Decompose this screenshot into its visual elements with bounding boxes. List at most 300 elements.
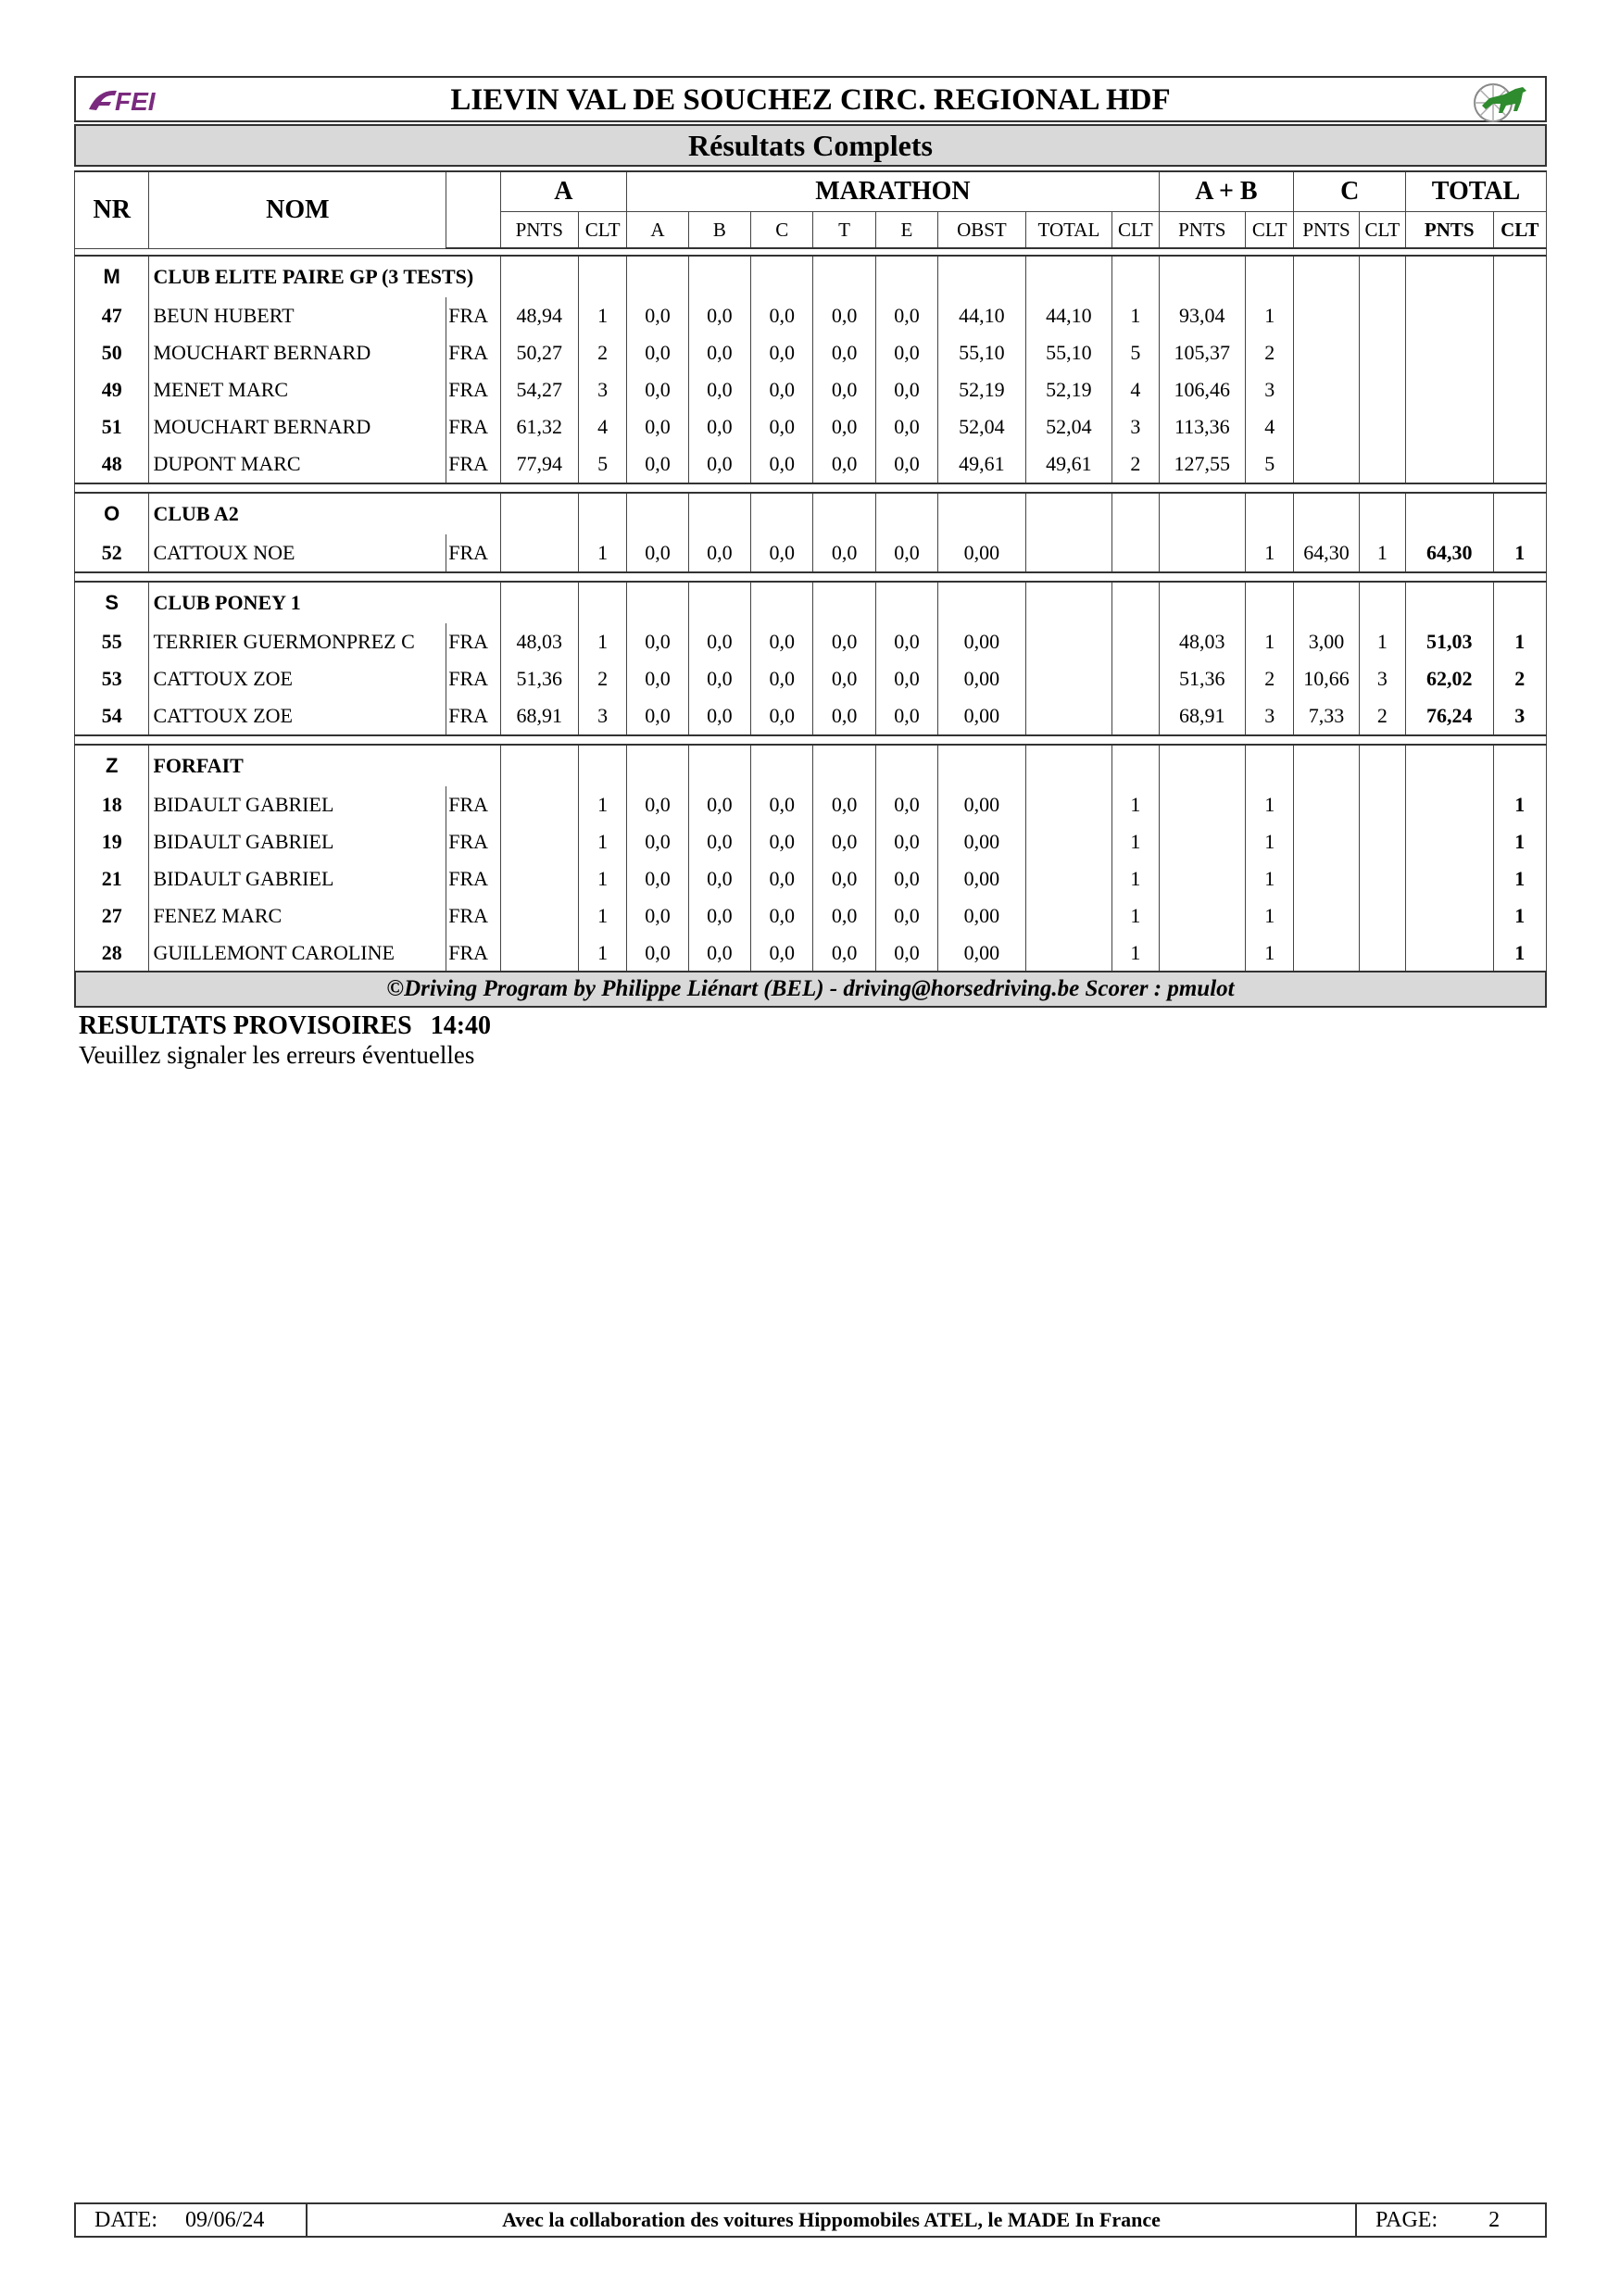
cell-m-a: 0,0 xyxy=(627,445,688,483)
cell-m-e: 0,0 xyxy=(875,445,937,483)
cell-m-a: 0,0 xyxy=(627,334,688,371)
cell-m-obst: 0,00 xyxy=(938,786,1026,823)
category-empty-cell xyxy=(500,582,578,623)
cell-m-obst: 52,19 xyxy=(938,371,1026,408)
col-header-ab-pnts: PNTS xyxy=(1159,212,1246,249)
cell-m-a: 0,0 xyxy=(627,823,688,860)
cell-m-e: 0,0 xyxy=(875,334,937,371)
cell-a-clt: 1 xyxy=(579,297,627,334)
cell-ab-clt: 1 xyxy=(1246,786,1294,823)
cell-a-pnts: 50,27 xyxy=(500,334,578,371)
cell-nr: 18 xyxy=(75,786,149,823)
cell-total-pnts xyxy=(1406,786,1494,823)
category-empty-cell xyxy=(579,256,627,297)
category-empty-cell xyxy=(751,745,813,786)
cell-total-pnts xyxy=(1406,334,1494,371)
cell-m-clt xyxy=(1112,534,1159,572)
category-empty-cell xyxy=(1493,256,1546,297)
result-row xyxy=(75,297,1547,334)
category-empty-cell xyxy=(1359,582,1405,623)
cell-nr: 49 xyxy=(75,371,149,408)
cell-m-t: 0,0 xyxy=(813,334,875,371)
result-row xyxy=(75,534,1547,572)
cell-m-a: 0,0 xyxy=(627,860,688,897)
report-subtitle: Résultats Complets xyxy=(74,124,1547,167)
cell-m-b: 0,0 xyxy=(688,334,750,371)
cell-total-pnts xyxy=(1406,445,1494,483)
cell-nation: FRA xyxy=(446,697,500,735)
category-empty-cell xyxy=(1112,256,1159,297)
cell-c-pnts: 64,30 xyxy=(1294,534,1359,572)
cell-nation: FRA xyxy=(446,623,500,660)
result-row xyxy=(75,660,1547,697)
col-header-m-t: T xyxy=(813,212,875,249)
cell-nr: 55 xyxy=(75,623,149,660)
category-empty-cell xyxy=(579,493,627,534)
cell-m-clt: 3 xyxy=(1112,408,1159,445)
cell-m-clt xyxy=(1112,623,1159,660)
cell-m-a: 0,0 xyxy=(627,697,688,735)
cell-ab-pnts: 48,03 xyxy=(1159,623,1246,660)
cell-ab-clt: 4 xyxy=(1246,408,1294,445)
cell-ab-pnts: 127,55 xyxy=(1159,445,1246,483)
col-header-m-c: C xyxy=(751,212,813,249)
cell-total-clt: 1 xyxy=(1493,623,1546,660)
category-empty-cell xyxy=(688,582,750,623)
horse-carriage-logo xyxy=(1469,78,1534,124)
cell-nom: BEUN HUBERT xyxy=(149,297,446,334)
footer-page-number: 2 xyxy=(1488,2208,1501,2232)
cell-m-obst: 0,00 xyxy=(938,860,1026,897)
cell-m-t: 0,0 xyxy=(813,445,875,483)
cell-total-pnts xyxy=(1406,935,1494,972)
col-header-m-obst: OBST xyxy=(938,212,1026,249)
cell-m-total xyxy=(1025,823,1112,860)
cell-ab-clt: 2 xyxy=(1246,334,1294,371)
report-header xyxy=(74,76,1547,122)
cell-ab-pnts: 68,91 xyxy=(1159,697,1246,735)
cell-a-pnts: 54,27 xyxy=(500,371,578,408)
col-header-c-pnts: PNTS xyxy=(1294,212,1359,249)
cell-m-a: 0,0 xyxy=(627,935,688,972)
category-empty-cell xyxy=(1246,582,1294,623)
cell-total-clt: 1 xyxy=(1493,823,1546,860)
col-header-total-pnts: PNTS xyxy=(1406,212,1494,249)
cell-m-e: 0,0 xyxy=(875,534,937,572)
cell-m-t: 0,0 xyxy=(813,786,875,823)
cell-total-clt xyxy=(1493,371,1546,408)
cell-m-c: 0,0 xyxy=(751,935,813,972)
category-empty-cell xyxy=(1359,493,1405,534)
cell-ab-clt: 1 xyxy=(1246,534,1294,572)
cell-c-pnts xyxy=(1294,860,1359,897)
category-empty-cell xyxy=(1406,582,1494,623)
cell-m-a: 0,0 xyxy=(627,623,688,660)
provisional-note: Veuillez signaler les erreurs éventuelles xyxy=(79,1041,475,1069)
cell-nr: 21 xyxy=(75,860,149,897)
cell-m-a: 0,0 xyxy=(627,786,688,823)
cell-nom: BIDAULT GABRIEL xyxy=(149,823,446,860)
category-empty-cell xyxy=(627,582,688,623)
category-code: M xyxy=(75,256,149,297)
col-header-a-clt: CLT xyxy=(579,212,627,249)
cell-m-e: 0,0 xyxy=(875,408,937,445)
cell-m-total xyxy=(1025,534,1112,572)
cell-c-clt xyxy=(1359,860,1405,897)
provisional-status xyxy=(79,1011,491,1041)
footer-sponsor: Avec la collaboration des voitures Hippomobiles ATEL, le MADE In France xyxy=(502,2208,1161,2231)
cell-total-clt: 2 xyxy=(1493,660,1546,697)
cell-a-pnts xyxy=(500,897,578,935)
cell-m-total xyxy=(1025,697,1112,735)
category-empty-cell xyxy=(1359,256,1405,297)
category-empty-cell xyxy=(1294,582,1359,623)
cell-m-c: 0,0 xyxy=(751,408,813,445)
col-header-nr: NR xyxy=(75,171,149,248)
cell-total-pnts: 64,30 xyxy=(1406,534,1494,572)
category-empty-cell xyxy=(938,582,1026,623)
cell-a-clt: 1 xyxy=(579,897,627,935)
cell-m-t: 0,0 xyxy=(813,660,875,697)
cell-a-clt: 1 xyxy=(579,860,627,897)
category-empty-cell xyxy=(938,493,1026,534)
cell-ab-pnts xyxy=(1159,534,1246,572)
category-empty-cell xyxy=(1294,493,1359,534)
cell-total-clt xyxy=(1493,297,1546,334)
cell-ab-clt: 3 xyxy=(1246,371,1294,408)
cell-m-clt: 1 xyxy=(1112,297,1159,334)
cell-a-pnts xyxy=(500,935,578,972)
cell-total-pnts: 51,03 xyxy=(1406,623,1494,660)
cell-m-total xyxy=(1025,786,1112,823)
category-row xyxy=(75,745,1547,786)
footer-date-value: 09/06/24 xyxy=(185,2208,265,2232)
cell-m-e: 0,0 xyxy=(875,935,937,972)
cell-c-pnts xyxy=(1294,897,1359,935)
cell-ab-clt: 1 xyxy=(1246,897,1294,935)
cell-m-clt: 1 xyxy=(1112,935,1159,972)
cell-m-c: 0,0 xyxy=(751,860,813,897)
cell-nom: MOUCHART BERNARD xyxy=(149,408,446,445)
category-name: CLUB A2 xyxy=(149,493,500,534)
category-empty-cell xyxy=(500,745,578,786)
category-empty-cell xyxy=(813,256,875,297)
cell-m-b: 0,0 xyxy=(688,408,750,445)
cell-total-pnts xyxy=(1406,408,1494,445)
cell-a-clt: 5 xyxy=(579,445,627,483)
cell-nom: MOUCHART BERNARD xyxy=(149,334,446,371)
cell-m-clt xyxy=(1112,660,1159,697)
cell-nom: TERRIER GUERMONPREZ C xyxy=(149,623,446,660)
result-row xyxy=(75,935,1547,972)
cell-m-t: 0,0 xyxy=(813,860,875,897)
category-empty-cell xyxy=(627,256,688,297)
cell-nom: CATTOUX ZOE xyxy=(149,697,446,735)
cell-m-c: 0,0 xyxy=(751,897,813,935)
cell-nom: CATTOUX ZOE xyxy=(149,660,446,697)
header-row-groups xyxy=(75,171,1547,212)
cell-total-pnts xyxy=(1406,371,1494,408)
cell-c-clt xyxy=(1359,408,1405,445)
cell-nom: CATTOUX NOE xyxy=(149,534,446,572)
cell-c-pnts xyxy=(1294,297,1359,334)
col-group-total: TOTAL xyxy=(1406,171,1547,212)
cell-m-e: 0,0 xyxy=(875,786,937,823)
cell-ab-pnts xyxy=(1159,860,1246,897)
cell-ab-clt: 1 xyxy=(1246,935,1294,972)
category-empty-cell xyxy=(1159,745,1246,786)
cell-nom: BIDAULT GABRIEL xyxy=(149,860,446,897)
category-empty-cell xyxy=(1159,493,1246,534)
cell-c-pnts xyxy=(1294,334,1359,371)
cell-m-obst: 0,00 xyxy=(938,697,1026,735)
cell-m-b: 0,0 xyxy=(688,371,750,408)
cell-m-c: 0,0 xyxy=(751,786,813,823)
cell-m-total xyxy=(1025,860,1112,897)
category-empty-cell xyxy=(751,582,813,623)
separator-cell xyxy=(75,483,1547,493)
cell-ab-pnts: 105,37 xyxy=(1159,334,1246,371)
category-empty-cell xyxy=(1246,493,1294,534)
cell-nation: FRA xyxy=(446,660,500,697)
provisional-time: 14:40 xyxy=(430,1011,492,1040)
cell-c-pnts xyxy=(1294,786,1359,823)
cell-m-total xyxy=(1025,660,1112,697)
cell-c-clt xyxy=(1359,823,1405,860)
col-header-total-clt: CLT xyxy=(1493,212,1546,249)
footer-date-label: DATE: xyxy=(94,2208,157,2232)
col-header-m-b: B xyxy=(688,212,750,249)
cell-nr: 47 xyxy=(75,297,149,334)
cell-m-e: 0,0 xyxy=(875,897,937,935)
section-separator xyxy=(75,572,1547,582)
cell-m-total: 52,19 xyxy=(1025,371,1112,408)
category-empty-cell xyxy=(1246,256,1294,297)
cell-c-clt: 3 xyxy=(1359,660,1405,697)
page-footer xyxy=(74,2202,1547,2238)
category-empty-cell xyxy=(1112,582,1159,623)
cell-m-total: 55,10 xyxy=(1025,334,1112,371)
col-header-nation xyxy=(446,171,500,248)
result-row xyxy=(75,408,1547,445)
result-row xyxy=(75,860,1547,897)
cell-a-pnts: 51,36 xyxy=(500,660,578,697)
cell-m-clt: 1 xyxy=(1112,897,1159,935)
category-empty-cell xyxy=(500,493,578,534)
cell-m-e: 0,0 xyxy=(875,697,937,735)
cell-nation: FRA xyxy=(446,408,500,445)
result-row xyxy=(75,445,1547,483)
cell-nr: 19 xyxy=(75,823,149,860)
cell-m-b: 0,0 xyxy=(688,623,750,660)
category-empty-cell xyxy=(1493,745,1546,786)
cell-c-pnts xyxy=(1294,823,1359,860)
cell-c-clt xyxy=(1359,297,1405,334)
cell-m-a: 0,0 xyxy=(627,897,688,935)
category-code: Z xyxy=(75,745,149,786)
col-header-c-clt: CLT xyxy=(1359,212,1405,249)
cell-m-clt: 5 xyxy=(1112,334,1159,371)
category-empty-cell xyxy=(813,745,875,786)
result-row xyxy=(75,371,1547,408)
cell-total-pnts xyxy=(1406,860,1494,897)
cell-total-clt: 1 xyxy=(1493,534,1546,572)
cell-nr: 53 xyxy=(75,660,149,697)
cell-m-c: 0,0 xyxy=(751,334,813,371)
cell-a-pnts: 48,94 xyxy=(500,297,578,334)
category-empty-cell xyxy=(813,493,875,534)
category-name: CLUB PONEY 1 xyxy=(149,582,500,623)
separator-cell xyxy=(75,735,1547,745)
category-empty-cell xyxy=(1025,256,1112,297)
category-empty-cell xyxy=(1294,256,1359,297)
cell-c-clt xyxy=(1359,334,1405,371)
cell-m-total: 44,10 xyxy=(1025,297,1112,334)
cell-m-obst: 0,00 xyxy=(938,623,1026,660)
category-empty-cell xyxy=(1406,493,1494,534)
cell-total-clt: 1 xyxy=(1493,935,1546,972)
cell-m-c: 0,0 xyxy=(751,534,813,572)
cell-a-pnts: 77,94 xyxy=(500,445,578,483)
cell-c-pnts xyxy=(1294,371,1359,408)
category-empty-cell xyxy=(1025,745,1112,786)
cell-m-total: 52,04 xyxy=(1025,408,1112,445)
result-row xyxy=(75,623,1547,660)
provisional-title: RESULTATS PROVISOIRES xyxy=(79,1011,412,1040)
cell-ab-clt: 1 xyxy=(1246,860,1294,897)
cell-nation: FRA xyxy=(446,897,500,935)
cell-m-obst: 0,00 xyxy=(938,823,1026,860)
result-row xyxy=(75,897,1547,935)
cell-nom: DUPONT MARC xyxy=(149,445,446,483)
cell-m-obst: 0,00 xyxy=(938,935,1026,972)
cell-m-total: 49,61 xyxy=(1025,445,1112,483)
category-empty-cell xyxy=(875,745,937,786)
cell-nation: FRA xyxy=(446,860,500,897)
cell-c-clt xyxy=(1359,445,1405,483)
cell-m-c: 0,0 xyxy=(751,623,813,660)
category-empty-cell xyxy=(1159,256,1246,297)
cell-ab-clt: 3 xyxy=(1246,697,1294,735)
category-empty-cell xyxy=(751,256,813,297)
cell-m-total xyxy=(1025,623,1112,660)
cell-nom: GUILLEMONT CAROLINE xyxy=(149,935,446,972)
category-empty-cell xyxy=(1359,745,1405,786)
cell-ab-clt: 1 xyxy=(1246,823,1294,860)
cell-m-c: 0,0 xyxy=(751,823,813,860)
category-empty-cell xyxy=(1406,256,1494,297)
result-row xyxy=(75,786,1547,823)
cell-c-pnts: 3,00 xyxy=(1294,623,1359,660)
category-empty-cell xyxy=(875,256,937,297)
col-header-a-pnts: PNTS xyxy=(500,212,578,249)
cell-nation: FRA xyxy=(446,823,500,860)
col-header-m-total: TOTAL xyxy=(1025,212,1112,249)
col-group-marathon: MARATHON xyxy=(627,171,1159,212)
cell-total-clt: 3 xyxy=(1493,697,1546,735)
cell-a-pnts xyxy=(500,786,578,823)
cell-c-clt xyxy=(1359,786,1405,823)
cell-m-t: 0,0 xyxy=(813,823,875,860)
cell-c-clt xyxy=(1359,371,1405,408)
cell-m-b: 0,0 xyxy=(688,860,750,897)
cell-m-b: 0,0 xyxy=(688,897,750,935)
cell-nation: FRA xyxy=(446,371,500,408)
cell-c-pnts: 10,66 xyxy=(1294,660,1359,697)
cell-c-clt: 2 xyxy=(1359,697,1405,735)
cell-ab-pnts: 51,36 xyxy=(1159,660,1246,697)
category-empty-cell xyxy=(688,493,750,534)
cell-ab-pnts xyxy=(1159,786,1246,823)
category-empty-cell xyxy=(1294,745,1359,786)
cell-nom: FENEZ MARC xyxy=(149,897,446,935)
cell-a-pnts: 48,03 xyxy=(500,623,578,660)
cell-m-e: 0,0 xyxy=(875,660,937,697)
cell-m-t: 0,0 xyxy=(813,897,875,935)
cell-a-clt: 3 xyxy=(579,371,627,408)
cell-m-total xyxy=(1025,897,1112,935)
cell-total-clt xyxy=(1493,445,1546,483)
cell-a-pnts xyxy=(500,860,578,897)
category-empty-cell xyxy=(1406,745,1494,786)
cell-c-clt: 1 xyxy=(1359,623,1405,660)
category-empty-cell xyxy=(1246,745,1294,786)
category-empty-cell xyxy=(875,582,937,623)
cell-m-b: 0,0 xyxy=(688,935,750,972)
category-empty-cell xyxy=(938,256,1026,297)
cell-ab-pnts xyxy=(1159,935,1246,972)
cell-c-pnts xyxy=(1294,445,1359,483)
cell-m-total xyxy=(1025,935,1112,972)
section-separator xyxy=(75,483,1547,493)
cell-m-e: 0,0 xyxy=(875,623,937,660)
cell-m-b: 0,0 xyxy=(688,786,750,823)
cell-total-pnts xyxy=(1406,823,1494,860)
cell-m-t: 0,0 xyxy=(813,297,875,334)
cell-total-pnts: 76,24 xyxy=(1406,697,1494,735)
result-row xyxy=(75,697,1547,735)
cell-ab-pnts: 106,46 xyxy=(1159,371,1246,408)
cell-nom: MENET MARC xyxy=(149,371,446,408)
cell-m-clt: 1 xyxy=(1112,823,1159,860)
footer-page xyxy=(1355,2204,1545,2236)
cell-ab-pnts xyxy=(1159,897,1246,935)
cell-m-a: 0,0 xyxy=(627,371,688,408)
cell-nr: 48 xyxy=(75,445,149,483)
cell-total-clt: 1 xyxy=(1493,860,1546,897)
cell-ab-pnts xyxy=(1159,823,1246,860)
cell-ab-pnts: 113,36 xyxy=(1159,408,1246,445)
cell-m-e: 0,0 xyxy=(875,371,937,408)
category-empty-cell xyxy=(579,745,627,786)
cell-m-t: 0,0 xyxy=(813,623,875,660)
cell-nr: 51 xyxy=(75,408,149,445)
cell-a-clt: 1 xyxy=(579,823,627,860)
cell-nr: 50 xyxy=(75,334,149,371)
cell-m-clt: 2 xyxy=(1112,445,1159,483)
cell-a-pnts xyxy=(500,534,578,572)
cell-m-clt: 1 xyxy=(1112,786,1159,823)
footer-date xyxy=(76,2204,308,2236)
credits-bar: ©Driving Program by Philippe Liénart (BEL) - driving@horsedriving.be Scorer : pmulot xyxy=(74,971,1547,1008)
cell-m-t: 0,0 xyxy=(813,935,875,972)
cell-a-clt: 2 xyxy=(579,660,627,697)
cell-a-pnts xyxy=(500,823,578,860)
category-empty-cell xyxy=(500,256,578,297)
footer-page-label: PAGE: xyxy=(1375,2208,1438,2232)
category-empty-cell xyxy=(751,493,813,534)
cell-ab-clt: 1 xyxy=(1246,623,1294,660)
